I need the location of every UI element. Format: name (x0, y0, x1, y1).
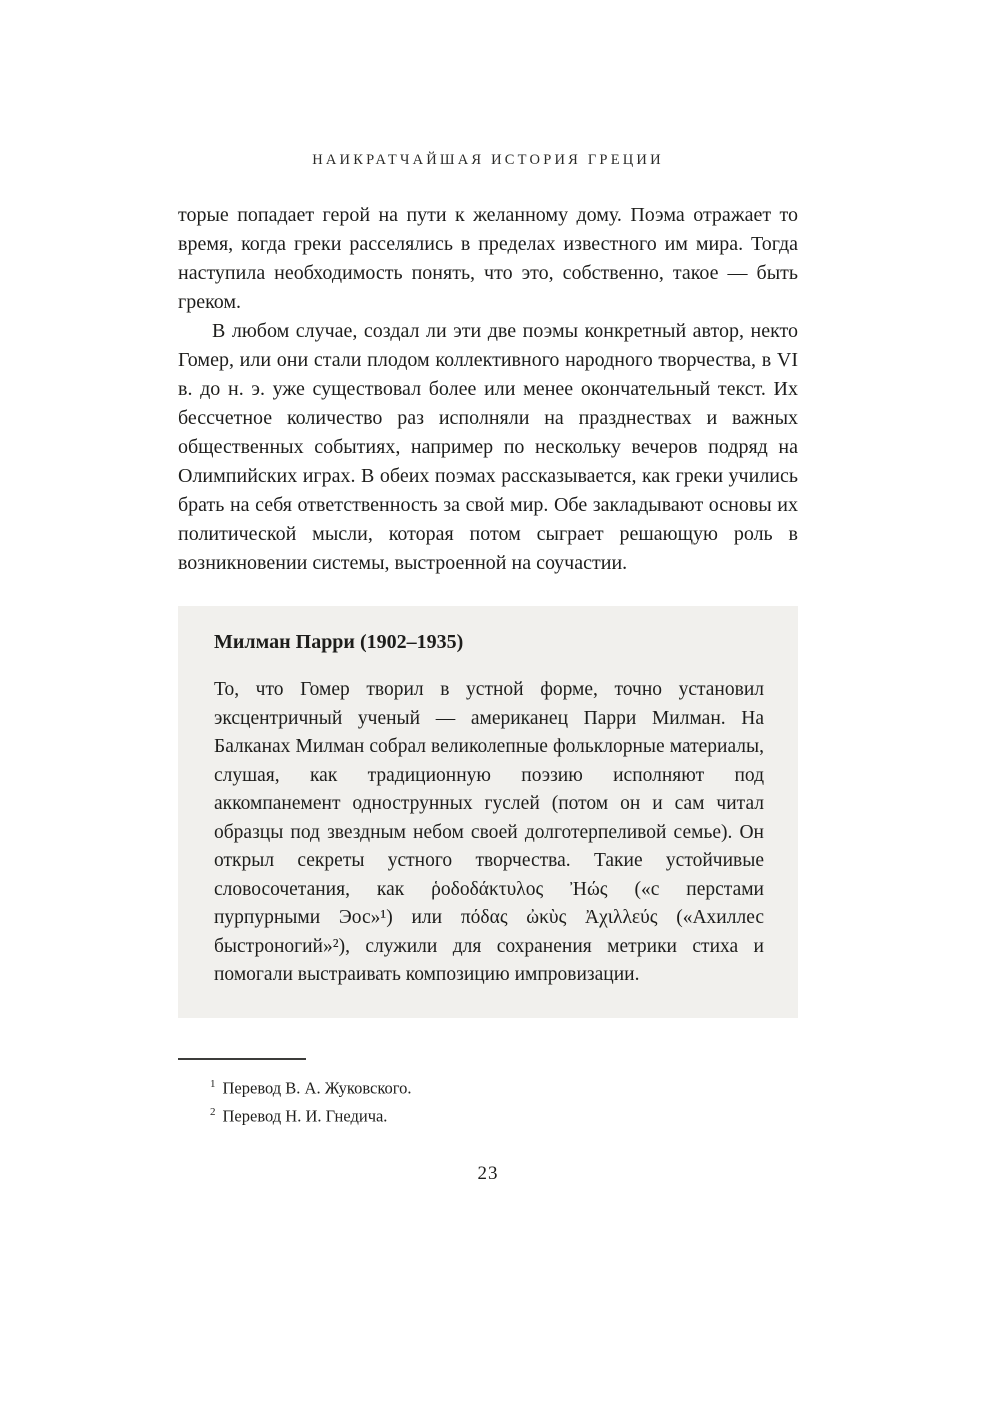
footnotes (178, 1072, 798, 1129)
running-head: НАИКРАТЧАЙШАЯ ИСТОРИЯ ГРЕЦИИ (312, 152, 664, 168)
footnote-item (178, 1072, 798, 1101)
footnote-item (178, 1100, 798, 1129)
footnote-marker: 1 (210, 1077, 216, 1090)
footnote-separator (178, 1058, 306, 1060)
info-box-title: Милман Парри (1902–1935) (214, 631, 464, 653)
footnote-text: Перевод В. А. Жуковского. (222, 1078, 412, 1097)
footnote-marker: 2 (210, 1106, 216, 1118)
info-box (178, 606, 798, 1018)
footnote-text: Перевод Н. И. Гнедича. (222, 1106, 388, 1126)
body-paragraph: В любом случае, создал ли эти две поэмы конкретный автор, некто Гомер, или они стали плодом коллективного народного творчества, в VI в. до н. э. уже существовал более или менее окончательный текст. Их бессчетное количество раз исполняли на празднествах и важных общественных событиях, например по нескольку вечеров подряд на Олимпийских играх. В обеих поэмах рассказывается, как греки учились брать на себя ответственность за свой мир. Обе закладывают основы их политической мысли, которая потом сыграет решающую роль в возникновении системы, выстроенной на соучастии. (178, 320, 798, 574)
body-paragraph-continuation: торые попадает герой на пути к желанному дому. Поэма отражает то время, когда греки расселялись в пределах известного им мира. Тогда наступила необходимость понять, что это, собственно, такое — быть греком. (178, 204, 798, 313)
page-number: 23 (477, 1162, 499, 1184)
info-box-text: То, что Гомер творил в устной форме, точно установил эксцентричный ученый — американец Парри Милман. На Балканах Милман собрал великолепные фольклорные материалы, слушая, как традиционную поэзию исполняют под аккомпанемент однострунных гуслей (потом он и сам читал образцы под звездным небом своей долготерпеливой семье). Он открыл секреты устного творчества. Такие устойчивые словосочетания, как ῥοδοδάκτυλος Ἠώς («с перстами пурпурными Эос»¹) или πόδας ὠκὺς Ἀχιλλεύς («Ахиллес быстроногий»²), служили для сохранения метрики стиха и помогали выстраивать композицию импровизации. (214, 679, 764, 985)
text-block (178, 152, 798, 1185)
